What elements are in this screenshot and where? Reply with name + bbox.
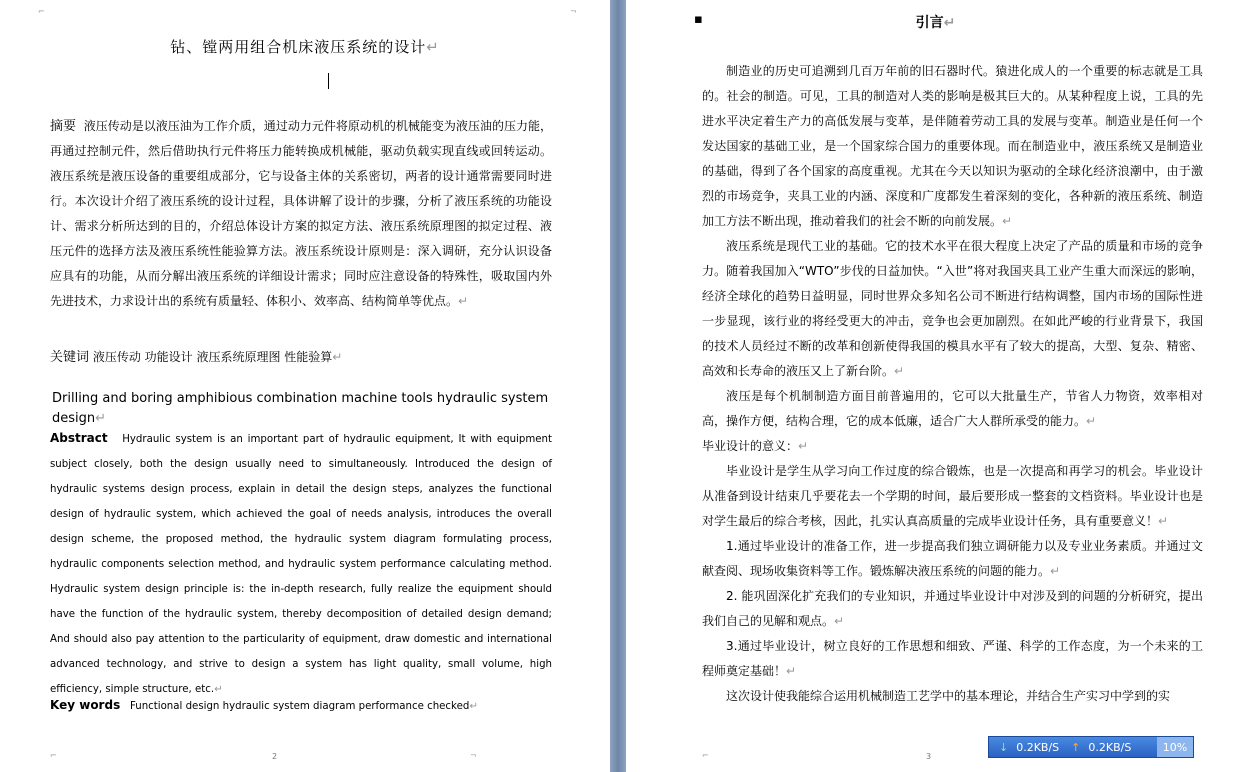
- crop-mark: ⌐: [38, 7, 45, 16]
- introduction-heading[interactable]: 引言↵: [915, 15, 956, 31]
- crop-mark: ¬: [570, 7, 577, 16]
- abstract-en-paragraph[interactable]: Abstract Hydraulic system is an important part of hydraulic equipment, It with equipment subject closely, both the design usually need to simultaneously. Introduced the design of hydraulic systems design process, explain in detail the design steps, analyzes the functional design of hydraulic system, which achieved the goal of needs analysis, introduces the overall design scheme, the proposed method, the hydraulic system diagram formulating process, hydraulic components selection method, and hydraulic system performance calculating method. Hydraulic system design principle is: the in-depth research, fully realize the equipment should have the function of the hydraulic system, thereby decomposition of detailed design demand; And should also pay attention to the particularity of equipment, draw domestic and international advanced technology, and strive to design a system has light quality, small volume, high efficiency, simple structure, etc.↵: [50, 431, 552, 695]
- abstract-cn-label: 摘要: [50, 119, 77, 134]
- english-title[interactable]: Drilling and boring amphibious combination machine tools hydraulic system design↵: [52, 391, 549, 426]
- keywords-en-text: Functional design hydraulic system diagram performance checked: [129, 701, 470, 712]
- download-speed: 0.2KB/S: [1016, 740, 1060, 754]
- paragraph: 这次设计使我能综合运用机械制造工艺学中的基本理论，并结合生产实习中学到的实: [726, 689, 1171, 703]
- keywords-cn-label: 关键词: [50, 350, 90, 365]
- upload-arrow-icon: ↑: [1071, 740, 1081, 754]
- usage-percent: 10%: [1157, 737, 1193, 757]
- paragraph: 制造业的历史可追溯到几百万年前的旧石器时代。猿进化成人的一个重要的标志就是工具的。社会的制造。可见，工具的制造对人类的影响是极其巨大的。从某种程度上说，工具的先进水平决定着生产力的高低发展与变革，是伴随着劳动工具的发展与变革。制造业是任何一个发达国家的基础工业，是一个国家综合国力的重要体现。而在制造业中，液压系统又是制造业的基础，得到了各个国家的高度重视。尤其在今天以知识为驱动的全球化经济浪潮中，由于激烈的市场竞争，夹具工业的内涵、深度和广度都发生着深刻的变化，各种新的液压系统、制造加工方法不断出现，推动着我们的社会不断的向前发展。↵: [702, 64, 1203, 228]
- crop-mark: ⌐: [50, 751, 57, 760]
- network-speed-widget[interactable]: [988, 736, 1194, 758]
- abstract-en-label: Abstract: [50, 431, 108, 445]
- paragraph: 毕业设计的意义：↵: [702, 439, 809, 453]
- abstract-en-text: Hydraulic system is an important part of hydraulic equipment, It with equipment subject closely, both the design usually need to simultaneously. Introduced the design of hydraulic systems design process, explain in detail the design steps, analyzes the functional design of hydraulic system, which achieved the goal of needs analysis, introduces the overall design scheme, the proposed method, the hydraulic system diagram formulating process, hydraulic components selection method, and hydraulic system performance calculating method. Hydraulic system design principle is: the in-depth research, fully realize the equipment should have the function of the hydraulic system, thereby decomposition of detailed design demand; And should also pay attention to the particularity of equipment, draw domestic and international advanced technology, and strive to design a system has light quality, small volume, high efficiency, simple structure, etc.: [50, 434, 552, 695]
- abstract-cn-paragraph[interactable]: 摘要 液压传动是以液压油为工作介质，通过动力元件将原动机的机械能变为液压油的压力能，再通过控制元件，然后借助执行元件将压力能转换成机械能，驱动负载实现直线或回转运动。液压系统是液压设备的重要组成部分，它与设备主体的关系密切，两者的设计通常需要同时进行。本次设计介绍了液压系统的设计过程，具体讲解了设计的步骤，分析了液压系统的功能设计、需求分析所达到的目的，介绍总体设计方案的拟定方法、液压系统原理图的拟定过程、液压元件的选择方法及液压系统性能验算方法。液压系统设计原则是：深入调研，充分认识设备应具有的功能，从而分解出液压系统的详细设计需求；同时应注意设备的特殊性，吸取国内外先进技术，力求设计出的系统有质量轻、体积小、效率高、结构简单等优点。↵: [50, 119, 552, 308]
- document-page-right: [626, 0, 1245, 772]
- document-page-left: [0, 0, 610, 772]
- paragraph: 毕业设计是学生从学习向工作过度的综合锻炼，也是一次提高和再学习的机会。毕业设计从准备到设计结束几乎要花去一个学期的时间，最后要形成一整套的文档资料。毕业设计也是对学生最后的综合考核，因此，扎实认真高质量的完成毕业设计任务，具有重要意义！↵: [702, 464, 1203, 528]
- paragraph: 3.通过毕业设计，树立良好的工作思想和细致、严谨、科学的工作态度，为一个未来的工程师奠定基础！↵: [702, 639, 1203, 678]
- page-number: 3: [926, 752, 932, 761]
- keywords-en-paragraph[interactable]: Key words Functional design hydraulic system diagram performance checked↵: [50, 698, 478, 712]
- upload-speed: 0.2KB/S: [1088, 740, 1132, 754]
- abstract-cn-text: 液压传动是以液压油为工作介质，通过动力元件将原动机的机械能变为液压油的压力能，再通过控制元件，然后借助执行元件将压力能转换成机械能，驱动负载实现直线或回转运动。液压系统是液压设备的重要组成部分，它与设备主体的关系密切，两者的设计通常需要同时进行。本次设计介绍了液压系统的设计过程，具体讲解了设计的步骤，分析了液压系统的功能设计、需求分析所达到的目的，介绍总体设计方案的拟定方法、液压系统原理图的拟定过程、液压元件的选择方法及液压系统性能验算方法。液压系统设计原则是：深入调研，充分认识设备应具有的功能，从而分解出液压系统的详细设计需求；同时应注意设备的特殊性，吸取国内外先进技术，力求设计出的系统有质量轻、体积小、效率高、结构简单等优点。: [50, 119, 552, 308]
- bullet-marker: ▪: [694, 12, 703, 27]
- paragraph: 2. 能巩固深化扩充我们的专业知识，并通过毕业设计中对涉及到的问题的分析研究，提出我们自己的见解和观点。↵: [702, 589, 1203, 628]
- keywords-en-label: Key words: [50, 698, 121, 712]
- keywords-cn-text: 液压传动 功能设计 液压系统原理图 性能验算: [92, 350, 333, 364]
- paragraph: 1.通过毕业设计的准备工作，进一步提高我们独立调研能力以及专业业务素质。并通过文献查阅、现场收集资料等工作。锻炼解决液压系统的问题的能力。↵: [702, 539, 1203, 578]
- crop-mark: ⌐: [702, 751, 709, 760]
- paragraph: 液压系统是现代工业的基础。它的技术水平在很大程度上决定了产品的质量和市场的竞争力。随着我国加入“WTO”步伐的日益加快。“入世”将对我国夹具工业产生重大而深远的影响，经济全球化的趋势日益明显，同时世界众多知名公司不断进行结构调整，国内市场的国际性进一步显现，该行业的将经受更大的冲击，竞争也会更加剧烈。在如此严峻的行业背景下，我国的技术人员经过不断的改革和创新使得我国的模具水平有了较大的提高，大型、复杂、精密、高效和长寿命的液压又上了新台阶。↵: [702, 239, 1203, 378]
- page-gutter: [610, 0, 626, 772]
- page-number: 2: [272, 752, 278, 761]
- introduction-body[interactable]: [702, 59, 1203, 709]
- keywords-cn-paragraph[interactable]: 关键词 液压传动 功能设计 液压系统原理图 性能验算↵: [50, 350, 343, 365]
- text-cursor: [328, 73, 329, 89]
- crop-mark: ¬: [470, 751, 477, 760]
- download-arrow-icon: ↓: [999, 740, 1009, 754]
- paragraph: 液压是每个机制制造方面目前普遍用的，它可以大批量生产，节省人力物资，效率相对高，操作方便，结构合理，它的成本低廉，适合广大人群所承受的能力。↵: [702, 389, 1203, 428]
- document-title[interactable]: 钻、镗两用组合机床液压系统的设计↵: [170, 38, 440, 56]
